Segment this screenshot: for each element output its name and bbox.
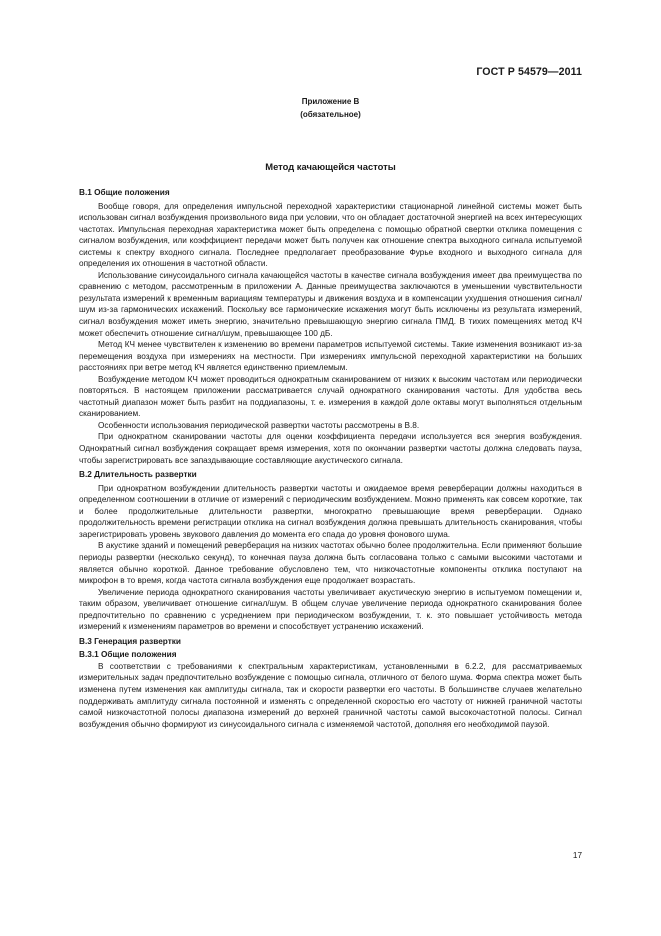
annex-title: Приложение В [301,97,360,106]
standard-number: ГОСТ Р 54579—2011 [476,66,582,78]
body-text [79,184,582,730]
paragraph: В акустике зданий и помещений реверберация на низких частотах обычно более продолжительна. Если применяют большие периоды развертки (несколько секунд), то конечная пауза должна быть согласована только с самыми высокими частотами и является обычно короткой. Данное требование обусловлено тем, что низкочастотные компоненты отклика поступают на микрофон в то время, когда частота сигнала возбуждения еще продолжает возрастать. [79,541,582,586]
section-heading-b3: В.3 Генерация развертки [79,636,181,646]
paragraph: Увеличение периода однократного сканирования частоты увеличивает акустическую энергию в испытуемом помещении и, таким образом, увеличивает отношение сигнал/шум. В общем случае увеличение периода однократного сканирования более предпочтительно по сравнению с усреднением при периодическом возбуждении, т. к. это повышает устойчивость метода измерений к изменениям параметров во времени и способствует устранению искажений. [79,587,582,632]
page-number: 17 [572,851,582,860]
section-heading-b1: В.1 Общие положения [79,188,170,197]
document-title: Метод качающейся частоты [265,161,396,172]
paragraph: В соответствии с требованиями к спектральным характеристикам, установленными в 6.2.2, для рассматриваемых измерительных задач предпочтительно возбуждение с помощью сигнала, отличного от белого шума. Форма спектра может быть изменена путем изменения как амплитуды сигнала, так и скорости развертки его частоты. В большинстве случаев желательно поддерживать амплитуду сигнала постоянной и изменять с определенной скоростью его частоту от нижней граничной частоты самой низкочастотной полосы диапазона измерений до верхней граничной частоты самой высокочастотной полосы. Сигнал возбуждения обычно формируют из синусоидального сигнала с изменяемой частотой, дополняя его необходимой паузой. [79,661,582,729]
paragraph: Использование синусоидального сигнала качающейся частоты в качестве сигнала возбуждения имеет два преимущества по сравнению с методом, рассмотренным в приложении А. Данные преимущества заключаются в уменьшении чувствительности результата измерений к временным вариациям температуры и движения воздуха и в компенсации ухудшения отношения сигнал/шум из-за гармонических искажений. Поскольку все гармонические искажения могут быть исключены из результата измерений, сигнал возбуждения может иметь энергию, значительно превышающую энергию сигнала ПМД. В тихих помещениях метод КЧ может обеспечить отношение сигнал/шум, превышающее 100 дБ. [79,270,582,338]
paragraph: Возбуждение методом КЧ может проводиться однократным сканированием от низких к высоким частотам или периодически повторяться. В настоящем приложении рассматривается случай однократного сканирования частоты. Для удобства весь частотный диапазон может быть разбит на поддиапазоны, т. е. измерения в каждой доле октавы могут выполняться отдельным сканированием. [79,374,582,419]
subsection-heading-b3-1: В.3.1 Общие положения [79,650,177,660]
paragraph: Вообще говоря, для определения импульсной переходной характеристики стационарной линейной системы может быть использован сигнал возбуждения произвольного вида при условии, что он обладает достаточной энергией на всех интересующих частотах. Импульсная переходная характеристика может быть определена с помощью обратной свертки отклика помещения с сигналом возбуждения, или коэффициент передачи может быть получен как отношение спектра выходного сигнала испытуемой системы к спектру входного сигнала. Последнее предполагает преобразование Фурье входного и выходного сигнала для определения их отношения в частотной области. [79,201,582,269]
paragraph: При однократном возбуждении длительность развертки частоты и ожидаемое время реверберации должны находиться в определенном соотношении в отличие от измерений с периодическим возбуждением. Можно применять как совсем короткие, так и более продолжительные длительности развертки, многократно превышающие время реверберации. Однако продолжительность времени регистрации отклика на сигнал возбуждения должна превышать длительность сканирования, чтобы зарегистрировать уровень звукового давления до момента его спада до уровня фонового шума. [79,483,582,539]
annex-status: (обязательное) [300,110,361,119]
paragraph: Особенности использования периодической развертки частоты рассмотрены в В.8. [98,420,420,430]
section-heading-b2: В.2 Длительность развертки [79,470,197,480]
paragraph: Метод КЧ менее чувствителен к изменению во времени параметров испытуемой системы. Такие изменения возникают из-за перемещения воздуха при измерениях на местности. При измерениях импульсной переходной характеристики на больших расстояниях при ветре метод КЧ является единственно приемлемым. [79,340,582,373]
paragraph: При однократном сканировании частоты для оценки коэффициента передачи используется вся энергия возбуждения. Однократный сигнал возбуждения сокращает время измерения, хотя по окончании развертки частоты должна следовать пауза, чтобы зарегистрировать все запаздывающие составляющие акустического сигнала. [79,432,582,465]
